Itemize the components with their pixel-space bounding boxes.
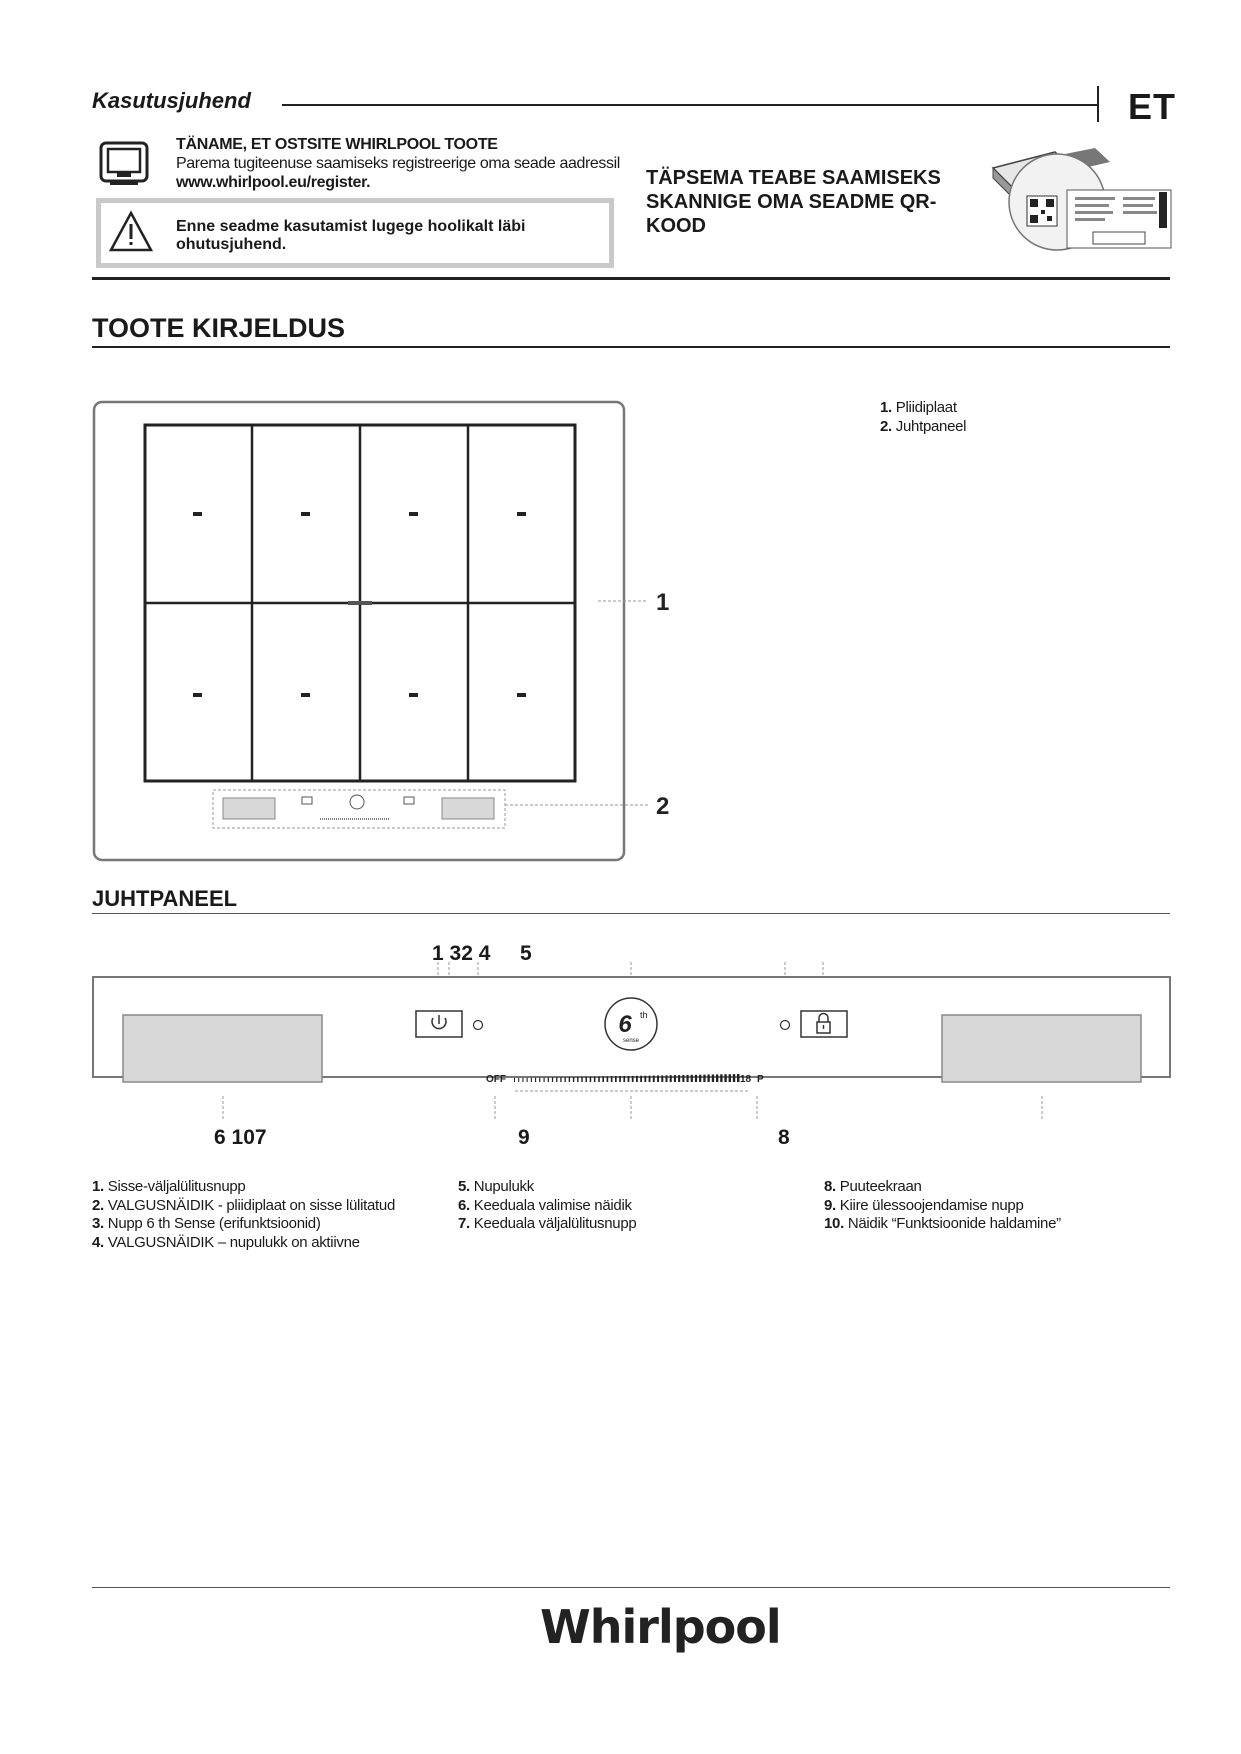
slider-tick — [699, 1075, 701, 1082]
svg-text:sense: sense — [622, 1038, 640, 1044]
booster-label: P — [757, 1074, 764, 1085]
key-lock-button — [801, 1011, 847, 1037]
product-section-title: TOOTE KIRJELDUS — [92, 313, 346, 343]
sixth-sense-button — [605, 998, 657, 1050]
whirlpool-logo: Whirlpool — [540, 1600, 781, 1654]
slider-tick — [712, 1075, 714, 1083]
control-legend-col-2 — [458, 1178, 636, 1234]
slider-max-label: 18 — [740, 1074, 752, 1085]
slider-tick — [657, 1075, 659, 1082]
slider-tick — [527, 1078, 528, 1082]
callout-numbers-6-10-7: 6 107 — [214, 1126, 267, 1149]
zone-display-left — [123, 1015, 322, 1082]
warning-text — [176, 218, 576, 254]
manual-title: Kasutusjuhend — [92, 88, 251, 113]
slider-tick — [724, 1074, 726, 1082]
legend-item: 2. VALGUSNÄIDIK - pliidiplaat on sisse lülitatud — [92, 1196, 395, 1214]
product-legend — [880, 398, 966, 436]
slider-off-label: OFF — [486, 1074, 506, 1085]
qr-info-line-1: TÄPSEMA TEABE SAAMISEKS — [646, 167, 941, 189]
callout-number-8: 8 — [778, 1126, 790, 1149]
slider-tick — [577, 1077, 578, 1082]
slider-tick — [565, 1077, 566, 1082]
slider-tick — [670, 1075, 672, 1082]
slider-tick — [522, 1078, 523, 1082]
svg-text:6: 6 — [618, 1011, 632, 1038]
slider-tick — [703, 1075, 705, 1082]
legend-item: 2. Juhtpaneel — [880, 418, 967, 435]
slider-tick — [666, 1075, 668, 1082]
product-section-rule — [92, 346, 1170, 348]
slider-tick — [539, 1078, 540, 1083]
slider-tick — [581, 1077, 582, 1082]
qr-label-illustration — [985, 140, 1175, 260]
control-panel-diagram — [90, 960, 1172, 1130]
slider-tick — [598, 1077, 600, 1083]
thanks-title: TÄNAME, ET OSTSITE WHIRLPOOL TOOTE — [176, 136, 498, 153]
power-indicator-light — [474, 1021, 483, 1030]
power-button — [416, 1011, 462, 1037]
footer-rule — [92, 1587, 1170, 1588]
slider-tick — [573, 1077, 574, 1082]
slider-tick — [556, 1077, 557, 1082]
legend-item: 5. Nupulukk — [458, 1178, 534, 1195]
slider-tick — [531, 1078, 532, 1082]
legend-item: 4. VALGUSNÄIDIK – nupulukk on aktiivne — [92, 1233, 360, 1251]
slider-tick — [615, 1076, 617, 1082]
callout-numbers-top: 1 32 4 — [432, 942, 491, 965]
control-section-title: JUHTPANEEL — [92, 886, 238, 911]
monitor-icon — [98, 140, 150, 188]
control-section-rule — [92, 913, 1170, 914]
legend-item: 1. Pliidiplaat — [880, 399, 957, 416]
slider-tick — [607, 1076, 609, 1082]
qr-info-line-3: KOOD — [646, 215, 706, 237]
slider-tick — [661, 1075, 663, 1082]
slider-tick — [594, 1077, 596, 1082]
lock-indicator-light — [781, 1021, 790, 1030]
slider-tick — [602, 1076, 604, 1082]
callout-2: 2 — [656, 793, 670, 820]
slider-tick — [640, 1076, 642, 1082]
slider-tick — [674, 1075, 676, 1082]
slider-tick — [628, 1076, 630, 1082]
slider-tick — [590, 1077, 592, 1082]
slider-tick — [653, 1076, 655, 1083]
legend-item: 3. Nupp 6 th Sense (erifunktsioonid) — [92, 1215, 321, 1232]
slider-tick — [636, 1076, 638, 1082]
legend-item: 6. Keeduala valimise näidik — [458, 1196, 632, 1214]
slider-tick — [632, 1076, 634, 1082]
language-code: ET — [1128, 86, 1177, 127]
hob-diagram — [90, 398, 680, 868]
control-legend-col-3 — [824, 1178, 1061, 1234]
section-divider — [92, 277, 1170, 280]
callout-number-9: 9 — [518, 1126, 530, 1149]
slider-tick — [691, 1075, 693, 1082]
slider-tick — [729, 1074, 731, 1082]
slider-tick — [619, 1076, 621, 1082]
control-legend-col-1 — [92, 1178, 395, 1252]
slider-tick — [518, 1078, 519, 1082]
warning-line-2: ohutusjuhend. — [176, 236, 287, 253]
slider-tick — [535, 1078, 536, 1082]
svg-text:th: th — [640, 1010, 648, 1020]
slider-tick — [611, 1076, 613, 1082]
legend-item: 1. Sisse-väljalülitusnupp — [92, 1178, 246, 1195]
slider-tick — [716, 1074, 718, 1082]
slider-tick — [678, 1075, 680, 1082]
slider-tick — [560, 1077, 561, 1082]
callout-number-5: 5 — [520, 942, 532, 965]
slider-tick — [649, 1076, 651, 1082]
slider-tick — [695, 1075, 697, 1082]
slider-tick — [682, 1075, 684, 1082]
legend-item: 7. Keeduala väljalülitusnupp — [458, 1215, 637, 1232]
qr-info-line-2: SKANNIGE OMA SEADME QR- — [646, 191, 937, 213]
callout-1: 1 — [656, 589, 670, 616]
slider-tick — [569, 1077, 570, 1082]
slider-tick — [514, 1078, 515, 1082]
legend-item: 10. Näidik “Funktsioonide haldamine” — [824, 1215, 1061, 1232]
thanks-text: Parema tugiteenuse saamiseks registreerige oma seade aadressil — [176, 155, 620, 172]
header-rule — [282, 104, 1097, 106]
legend-item: 9. Kiire ülessoojendamise nupp — [824, 1196, 1024, 1214]
legend-item: 8. Puuteekraan — [824, 1178, 922, 1195]
slider-tick — [644, 1076, 646, 1082]
header-divider — [1097, 86, 1099, 122]
slider-tick — [586, 1077, 587, 1082]
slider-tick — [548, 1077, 549, 1082]
slider-tick — [733, 1074, 735, 1082]
slider-tick — [687, 1075, 689, 1082]
slider-tick — [552, 1077, 553, 1082]
zone-display-right — [942, 1015, 1141, 1082]
warning-icon — [108, 210, 154, 254]
slider-tick — [720, 1074, 722, 1082]
slider-tick — [623, 1076, 625, 1082]
register-link[interactable]: www.whirlpool.eu/register. — [176, 174, 371, 191]
slider-tick — [544, 1078, 545, 1083]
warning-line-1: Enne seadme kasutamist lugege hoolikalt läbi — [176, 218, 526, 235]
qr-info-text — [646, 166, 976, 238]
slider-tick — [708, 1075, 710, 1083]
